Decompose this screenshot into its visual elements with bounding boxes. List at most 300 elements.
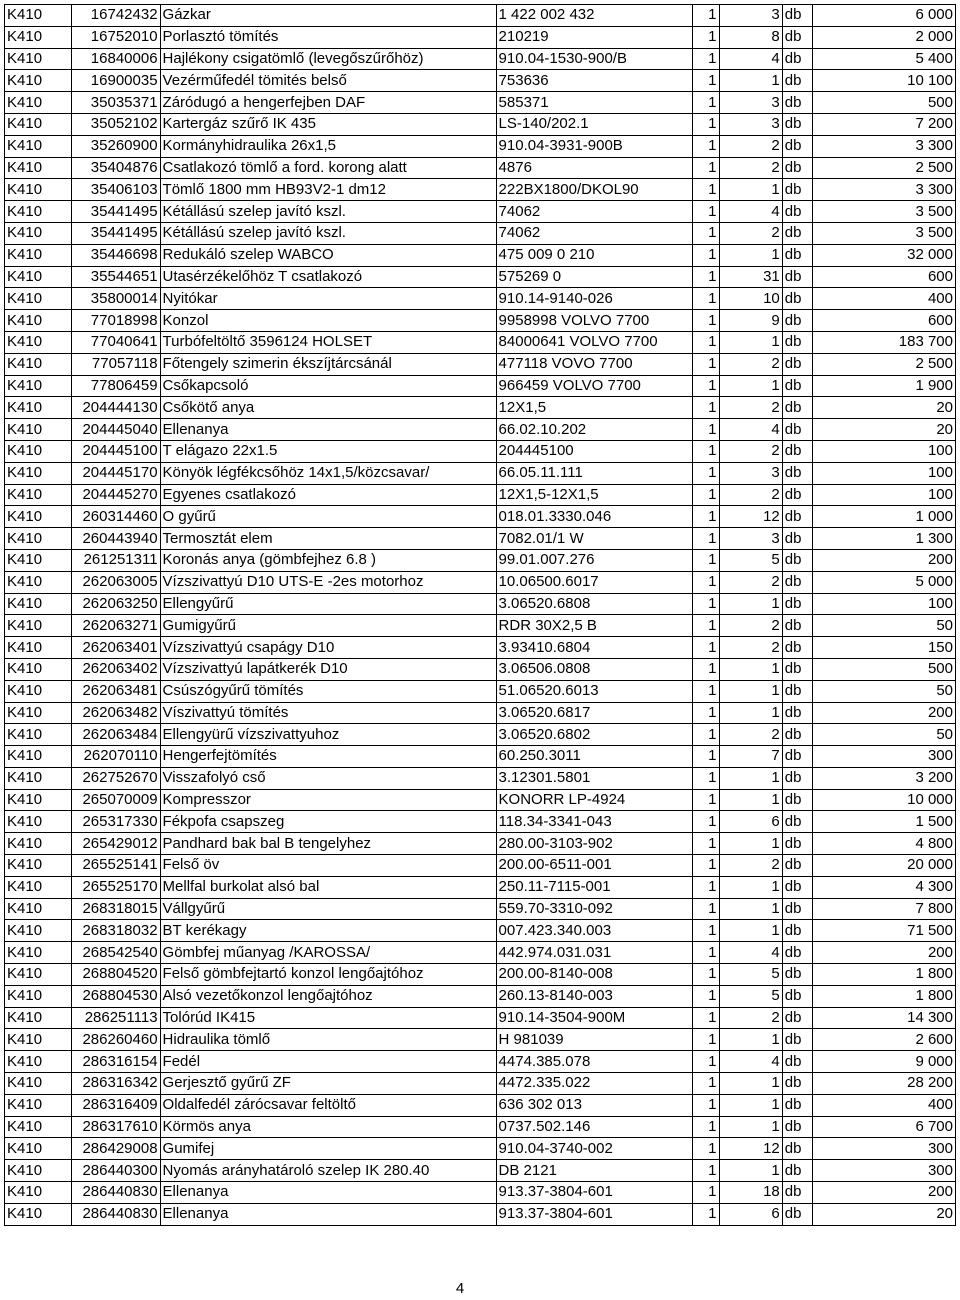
table-row — [5, 789, 956, 811]
quantity-b-cell: 9 — [719, 310, 782, 332]
price-cell: 1 800 — [812, 985, 955, 1007]
site-cell: K410 — [5, 811, 72, 833]
quantity-a-cell: 1 — [692, 811, 719, 833]
table-row — [5, 26, 956, 48]
reference-cell: 51.06520.6013 — [496, 680, 692, 702]
price-cell: 50 — [812, 724, 955, 746]
table-row — [5, 549, 956, 571]
part-code-cell: 286260460 — [72, 1029, 160, 1051]
quantity-a-cell: 1 — [692, 484, 719, 506]
part-name-cell: Fedél — [160, 1051, 496, 1073]
price-cell: 32 000 — [812, 244, 955, 266]
quantity-a-cell: 1 — [692, 222, 719, 244]
quantity-a-cell: 1 — [692, 48, 719, 70]
price-cell: 100 — [812, 462, 955, 484]
quantity-a-cell: 1 — [692, 5, 719, 27]
site-cell: K410 — [5, 244, 72, 266]
price-cell: 300 — [812, 1160, 955, 1182]
price-cell: 2 500 — [812, 157, 955, 179]
quantity-b-cell: 12 — [719, 1138, 782, 1160]
site-cell: K410 — [5, 506, 72, 528]
table-row — [5, 615, 956, 637]
quantity-a-cell: 1 — [692, 528, 719, 550]
part-name-cell: Vízszivattyú csapágy D10 — [160, 637, 496, 659]
part-name-cell: Hajlékony csigatömlő (levegőszűrőhöz) — [160, 48, 496, 70]
table-row — [5, 135, 956, 157]
price-cell: 4 300 — [812, 876, 955, 898]
part-name-cell: O gyűrű — [160, 506, 496, 528]
unit-cell: db — [782, 288, 812, 310]
table-row — [5, 397, 956, 419]
site-cell: K410 — [5, 789, 72, 811]
quantity-a-cell: 1 — [692, 920, 719, 942]
price-cell: 2 000 — [812, 26, 955, 48]
part-name-cell: Visszafolyó cső — [160, 767, 496, 789]
unit-cell: db — [782, 680, 812, 702]
table-row — [5, 593, 956, 615]
quantity-b-cell: 31 — [719, 266, 782, 288]
part-code-cell: 262063482 — [72, 702, 160, 724]
price-cell: 20 — [812, 397, 955, 419]
unit-cell: db — [782, 157, 812, 179]
reference-cell: 910.04-3931-900B — [496, 135, 692, 157]
site-cell: K410 — [5, 179, 72, 201]
price-cell: 10 000 — [812, 789, 955, 811]
part-code-cell: 16752010 — [72, 26, 160, 48]
part-name-cell: Gumigyűrű — [160, 615, 496, 637]
table-row — [5, 48, 956, 70]
unit-cell: db — [782, 5, 812, 27]
reference-cell: 018.01.3330.046 — [496, 506, 692, 528]
price-cell: 200 — [812, 702, 955, 724]
table-row — [5, 1007, 956, 1029]
quantity-a-cell: 1 — [692, 244, 719, 266]
site-cell: K410 — [5, 92, 72, 114]
reference-cell: LS-140/202.1 — [496, 113, 692, 135]
quantity-b-cell: 1 — [719, 898, 782, 920]
price-cell: 200 — [812, 1182, 955, 1204]
reference-cell: 74062 — [496, 201, 692, 223]
reference-cell: 74062 — [496, 222, 692, 244]
price-cell: 50 — [812, 680, 955, 702]
part-code-cell: 286251113 — [72, 1007, 160, 1029]
quantity-a-cell: 1 — [692, 658, 719, 680]
price-cell: 20 000 — [812, 855, 955, 877]
unit-cell: db — [782, 855, 812, 877]
table-row — [5, 244, 956, 266]
quantity-a-cell: 1 — [692, 1051, 719, 1073]
part-code-cell: 286440300 — [72, 1160, 160, 1182]
site-cell: K410 — [5, 375, 72, 397]
table-row — [5, 942, 956, 964]
unit-cell: db — [782, 353, 812, 375]
quantity-a-cell: 1 — [692, 833, 719, 855]
reference-cell: 9958998 VOLVO 7700 — [496, 310, 692, 332]
table-row — [5, 419, 956, 441]
site-cell: K410 — [5, 549, 72, 571]
part-name-cell: Egyenes csatlakozó — [160, 484, 496, 506]
quantity-a-cell: 1 — [692, 898, 719, 920]
part-name-cell: Ellenanya — [160, 419, 496, 441]
quantity-a-cell: 1 — [692, 876, 719, 898]
reference-cell: 222BX1800/DKOL90 — [496, 179, 692, 201]
part-code-cell: 262063271 — [72, 615, 160, 637]
site-cell: K410 — [5, 1007, 72, 1029]
part-code-cell: 204444130 — [72, 397, 160, 419]
part-name-cell: Körmös anya — [160, 1116, 496, 1138]
unit-cell: db — [782, 833, 812, 855]
unit-cell: db — [782, 1007, 812, 1029]
unit-cell: db — [782, 637, 812, 659]
table-row — [5, 1160, 956, 1182]
unit-cell: db — [782, 440, 812, 462]
site-cell: K410 — [5, 920, 72, 942]
site-cell: K410 — [5, 157, 72, 179]
part-code-cell: 268804520 — [72, 964, 160, 986]
reference-cell: 966459 VOLVO 7700 — [496, 375, 692, 397]
price-cell: 9 000 — [812, 1051, 955, 1073]
unit-cell: db — [782, 201, 812, 223]
unit-cell: db — [782, 244, 812, 266]
table-row — [5, 528, 956, 550]
unit-cell: db — [782, 419, 812, 441]
table-row — [5, 331, 956, 353]
reference-cell: 753636 — [496, 70, 692, 92]
quantity-b-cell: 4 — [719, 419, 782, 441]
reference-cell: 910.14-9140-026 — [496, 288, 692, 310]
quantity-a-cell: 1 — [692, 1073, 719, 1095]
part-code-cell: 35404876 — [72, 157, 160, 179]
part-code-cell: 16742432 — [72, 5, 160, 27]
part-name-cell: Redukáló szelep WABCO — [160, 244, 496, 266]
part-code-cell: 204445170 — [72, 462, 160, 484]
price-cell: 7 200 — [812, 113, 955, 135]
quantity-b-cell: 2 — [719, 222, 782, 244]
quantity-a-cell: 1 — [692, 201, 719, 223]
part-name-cell: Turbófeltöltő 3596124 HOLSET — [160, 331, 496, 353]
part-code-cell: 265429012 — [72, 833, 160, 855]
part-code-cell: 16840006 — [72, 48, 160, 70]
part-name-cell: Hengerfejtömítés — [160, 746, 496, 768]
table-row — [5, 680, 956, 702]
price-cell: 28 200 — [812, 1073, 955, 1095]
quantity-a-cell: 1 — [692, 1094, 719, 1116]
price-cell: 150 — [812, 637, 955, 659]
reference-cell: 575269 0 — [496, 266, 692, 288]
quantity-b-cell: 6 — [719, 811, 782, 833]
unit-cell: db — [782, 1051, 812, 1073]
part-code-cell: 261251311 — [72, 549, 160, 571]
reference-cell: 7082.01/1 W — [496, 528, 692, 550]
part-code-cell: 265525170 — [72, 876, 160, 898]
part-name-cell: Nyitókar — [160, 288, 496, 310]
unit-cell: db — [782, 985, 812, 1007]
table-row — [5, 440, 956, 462]
part-code-cell: 204445040 — [72, 419, 160, 441]
site-cell: K410 — [5, 310, 72, 332]
unit-cell: db — [782, 26, 812, 48]
part-code-cell: 262063484 — [72, 724, 160, 746]
unit-cell: db — [782, 615, 812, 637]
reference-cell: 007.423.340.003 — [496, 920, 692, 942]
part-code-cell: 77040641 — [72, 331, 160, 353]
part-code-cell: 262063005 — [72, 571, 160, 593]
quantity-b-cell: 1 — [719, 920, 782, 942]
site-cell: K410 — [5, 658, 72, 680]
quantity-a-cell: 1 — [692, 593, 719, 615]
price-cell: 600 — [812, 266, 955, 288]
quantity-b-cell: 1 — [719, 375, 782, 397]
site-cell: K410 — [5, 1138, 72, 1160]
site-cell: K410 — [5, 593, 72, 615]
price-cell: 1 300 — [812, 528, 955, 550]
table-row — [5, 201, 956, 223]
site-cell: K410 — [5, 26, 72, 48]
quantity-b-cell: 2 — [719, 724, 782, 746]
reference-cell: 250.11-7115-001 — [496, 876, 692, 898]
reference-cell: 913.37-3804-601 — [496, 1182, 692, 1204]
part-code-cell: 286429008 — [72, 1138, 160, 1160]
table-row — [5, 985, 956, 1007]
reference-cell: 910.04-1530-900/B — [496, 48, 692, 70]
quantity-b-cell: 1 — [719, 767, 782, 789]
reference-cell: 477118 VOVO 7700 — [496, 353, 692, 375]
part-code-cell: 286440830 — [72, 1203, 160, 1225]
part-name-cell: Víszivattyú tömítés — [160, 702, 496, 724]
quantity-b-cell: 4 — [719, 201, 782, 223]
part-name-cell: Nyomás arányhatároló szelep IK 280.40 — [160, 1160, 496, 1182]
site-cell: K410 — [5, 1160, 72, 1182]
part-code-cell: 35441495 — [72, 201, 160, 223]
site-cell: K410 — [5, 767, 72, 789]
part-code-cell: 35800014 — [72, 288, 160, 310]
part-name-cell: Mellfal burkolat alsó bal — [160, 876, 496, 898]
site-cell: K410 — [5, 222, 72, 244]
price-cell: 10 100 — [812, 70, 955, 92]
quantity-a-cell: 1 — [692, 724, 719, 746]
site-cell: K410 — [5, 48, 72, 70]
unit-cell: db — [782, 48, 812, 70]
quantity-b-cell: 1 — [719, 179, 782, 201]
unit-cell: db — [782, 876, 812, 898]
price-cell: 3 300 — [812, 135, 955, 157]
part-name-cell: Csatlakozó tömlő a ford. korong alatt — [160, 157, 496, 179]
quantity-b-cell: 1 — [719, 833, 782, 855]
unit-cell: db — [782, 135, 812, 157]
table-row — [5, 506, 956, 528]
site-cell: K410 — [5, 833, 72, 855]
part-code-cell: 262063250 — [72, 593, 160, 615]
quantity-b-cell: 4 — [719, 942, 782, 964]
part-code-cell: 204445100 — [72, 440, 160, 462]
part-code-cell: 262063402 — [72, 658, 160, 680]
quantity-a-cell: 1 — [692, 462, 719, 484]
reference-cell: 210219 — [496, 26, 692, 48]
quantity-a-cell: 1 — [692, 1007, 719, 1029]
unit-cell: db — [782, 266, 812, 288]
part-name-cell: Kompresszor — [160, 789, 496, 811]
site-cell: K410 — [5, 876, 72, 898]
table-row — [5, 724, 956, 746]
unit-cell: db — [782, 506, 812, 528]
quantity-b-cell: 2 — [719, 484, 782, 506]
quantity-b-cell: 1 — [719, 789, 782, 811]
price-cell: 3 500 — [812, 222, 955, 244]
part-name-cell: Vállgyűrű — [160, 898, 496, 920]
price-cell: 20 — [812, 419, 955, 441]
reference-cell: 442.974.031.031 — [496, 942, 692, 964]
site-cell: K410 — [5, 353, 72, 375]
reference-cell: 4472.335.022 — [496, 1073, 692, 1095]
unit-cell: db — [782, 528, 812, 550]
part-code-cell: 77806459 — [72, 375, 160, 397]
reference-cell: 3.93410.6804 — [496, 637, 692, 659]
price-cell: 50 — [812, 615, 955, 637]
quantity-b-cell: 2 — [719, 440, 782, 462]
part-code-cell: 35544651 — [72, 266, 160, 288]
quantity-a-cell: 1 — [692, 331, 719, 353]
quantity-a-cell: 1 — [692, 113, 719, 135]
part-code-cell: 265070009 — [72, 789, 160, 811]
unit-cell: db — [782, 898, 812, 920]
unit-cell: db — [782, 571, 812, 593]
price-cell: 1 000 — [812, 506, 955, 528]
part-code-cell: 77057118 — [72, 353, 160, 375]
price-cell: 500 — [812, 92, 955, 114]
unit-cell: db — [782, 222, 812, 244]
quantity-b-cell: 7 — [719, 746, 782, 768]
quantity-b-cell: 5 — [719, 985, 782, 1007]
quantity-a-cell: 1 — [692, 266, 719, 288]
unit-cell: db — [782, 767, 812, 789]
table-row — [5, 746, 956, 768]
quantity-b-cell: 10 — [719, 288, 782, 310]
quantity-a-cell: 1 — [692, 506, 719, 528]
part-code-cell: 268542540 — [72, 942, 160, 964]
quantity-b-cell: 2 — [719, 135, 782, 157]
part-name-cell: Vízszivattyú lapátkerék D10 — [160, 658, 496, 680]
price-cell: 1 800 — [812, 964, 955, 986]
price-cell: 1 900 — [812, 375, 955, 397]
site-cell: K410 — [5, 1182, 72, 1204]
price-cell: 300 — [812, 1138, 955, 1160]
unit-cell: db — [782, 462, 812, 484]
reference-cell: RDR 30X2,5 B — [496, 615, 692, 637]
site-cell: K410 — [5, 440, 72, 462]
quantity-b-cell: 4 — [719, 1051, 782, 1073]
part-name-cell: Termosztát elem — [160, 528, 496, 550]
price-cell: 100 — [812, 484, 955, 506]
site-cell: K410 — [5, 1073, 72, 1095]
price-cell: 3 200 — [812, 767, 955, 789]
quantity-a-cell: 1 — [692, 157, 719, 179]
table-row — [5, 964, 956, 986]
table-row — [5, 1138, 956, 1160]
part-code-cell: 35260900 — [72, 135, 160, 157]
part-name-cell: Ellengyürű vízszivattyuhoz — [160, 724, 496, 746]
site-cell: K410 — [5, 528, 72, 550]
table-row — [5, 179, 956, 201]
quantity-b-cell: 2 — [719, 855, 782, 877]
part-code-cell: 35406103 — [72, 179, 160, 201]
unit-cell: db — [782, 310, 812, 332]
reference-cell: 4474.385.078 — [496, 1051, 692, 1073]
quantity-b-cell: 3 — [719, 528, 782, 550]
site-cell: K410 — [5, 201, 72, 223]
unit-cell: db — [782, 179, 812, 201]
table-row — [5, 375, 956, 397]
part-name-cell: Vízszivattyú D10 UTS-E -2es motorhoz — [160, 571, 496, 593]
site-cell: K410 — [5, 615, 72, 637]
unit-cell: db — [782, 746, 812, 768]
price-cell: 3 300 — [812, 179, 955, 201]
part-name-cell: Ellenanya — [160, 1203, 496, 1225]
reference-cell: 559.70-3310-092 — [496, 898, 692, 920]
part-code-cell: 35052102 — [72, 113, 160, 135]
part-code-cell: 286316154 — [72, 1051, 160, 1073]
quantity-a-cell: 1 — [692, 419, 719, 441]
table-row — [5, 5, 956, 27]
reference-cell: 636 302 013 — [496, 1094, 692, 1116]
site-cell: K410 — [5, 135, 72, 157]
reference-cell: 260.13-8140-003 — [496, 985, 692, 1007]
site-cell: K410 — [5, 1116, 72, 1138]
quantity-a-cell: 1 — [692, 288, 719, 310]
part-name-cell: Koronás anya (gömbfejhez 6.8 ) — [160, 549, 496, 571]
price-cell: 100 — [812, 440, 955, 462]
reference-cell: 913.37-3804-601 — [496, 1203, 692, 1225]
part-name-cell: Ellenanya — [160, 1182, 496, 1204]
reference-cell: 475 009 0 210 — [496, 244, 692, 266]
quantity-a-cell: 1 — [692, 1182, 719, 1204]
price-cell: 1 500 — [812, 811, 955, 833]
part-name-cell: Csúszógyűrű tömítés — [160, 680, 496, 702]
table-row — [5, 1073, 956, 1095]
unit-cell: db — [782, 1203, 812, 1225]
table-row — [5, 266, 956, 288]
quantity-b-cell: 2 — [719, 1007, 782, 1029]
reference-cell: 3.06520.6817 — [496, 702, 692, 724]
site-cell: K410 — [5, 855, 72, 877]
quantity-a-cell: 1 — [692, 440, 719, 462]
quantity-b-cell: 1 — [719, 1073, 782, 1095]
unit-cell: db — [782, 920, 812, 942]
quantity-b-cell: 2 — [719, 397, 782, 419]
unit-cell: db — [782, 331, 812, 353]
part-code-cell: 204445270 — [72, 484, 160, 506]
reference-cell: 0737.502.146 — [496, 1116, 692, 1138]
quantity-b-cell: 1 — [719, 331, 782, 353]
unit-cell: db — [782, 1160, 812, 1182]
quantity-a-cell: 1 — [692, 746, 719, 768]
unit-cell: db — [782, 593, 812, 615]
quantity-b-cell: 1 — [719, 593, 782, 615]
quantity-a-cell: 1 — [692, 702, 719, 724]
reference-cell: 66.05.11.111 — [496, 462, 692, 484]
part-code-cell: 286440830 — [72, 1182, 160, 1204]
reference-cell: 66.02.10.202 — [496, 419, 692, 441]
price-cell: 5 400 — [812, 48, 955, 70]
site-cell: K410 — [5, 462, 72, 484]
table-row — [5, 637, 956, 659]
table-row — [5, 767, 956, 789]
quantity-b-cell: 2 — [719, 353, 782, 375]
site-cell: K410 — [5, 1051, 72, 1073]
quantity-a-cell: 1 — [692, 1029, 719, 1051]
reference-cell: 585371 — [496, 92, 692, 114]
site-cell: K410 — [5, 571, 72, 593]
part-code-cell: 265525141 — [72, 855, 160, 877]
